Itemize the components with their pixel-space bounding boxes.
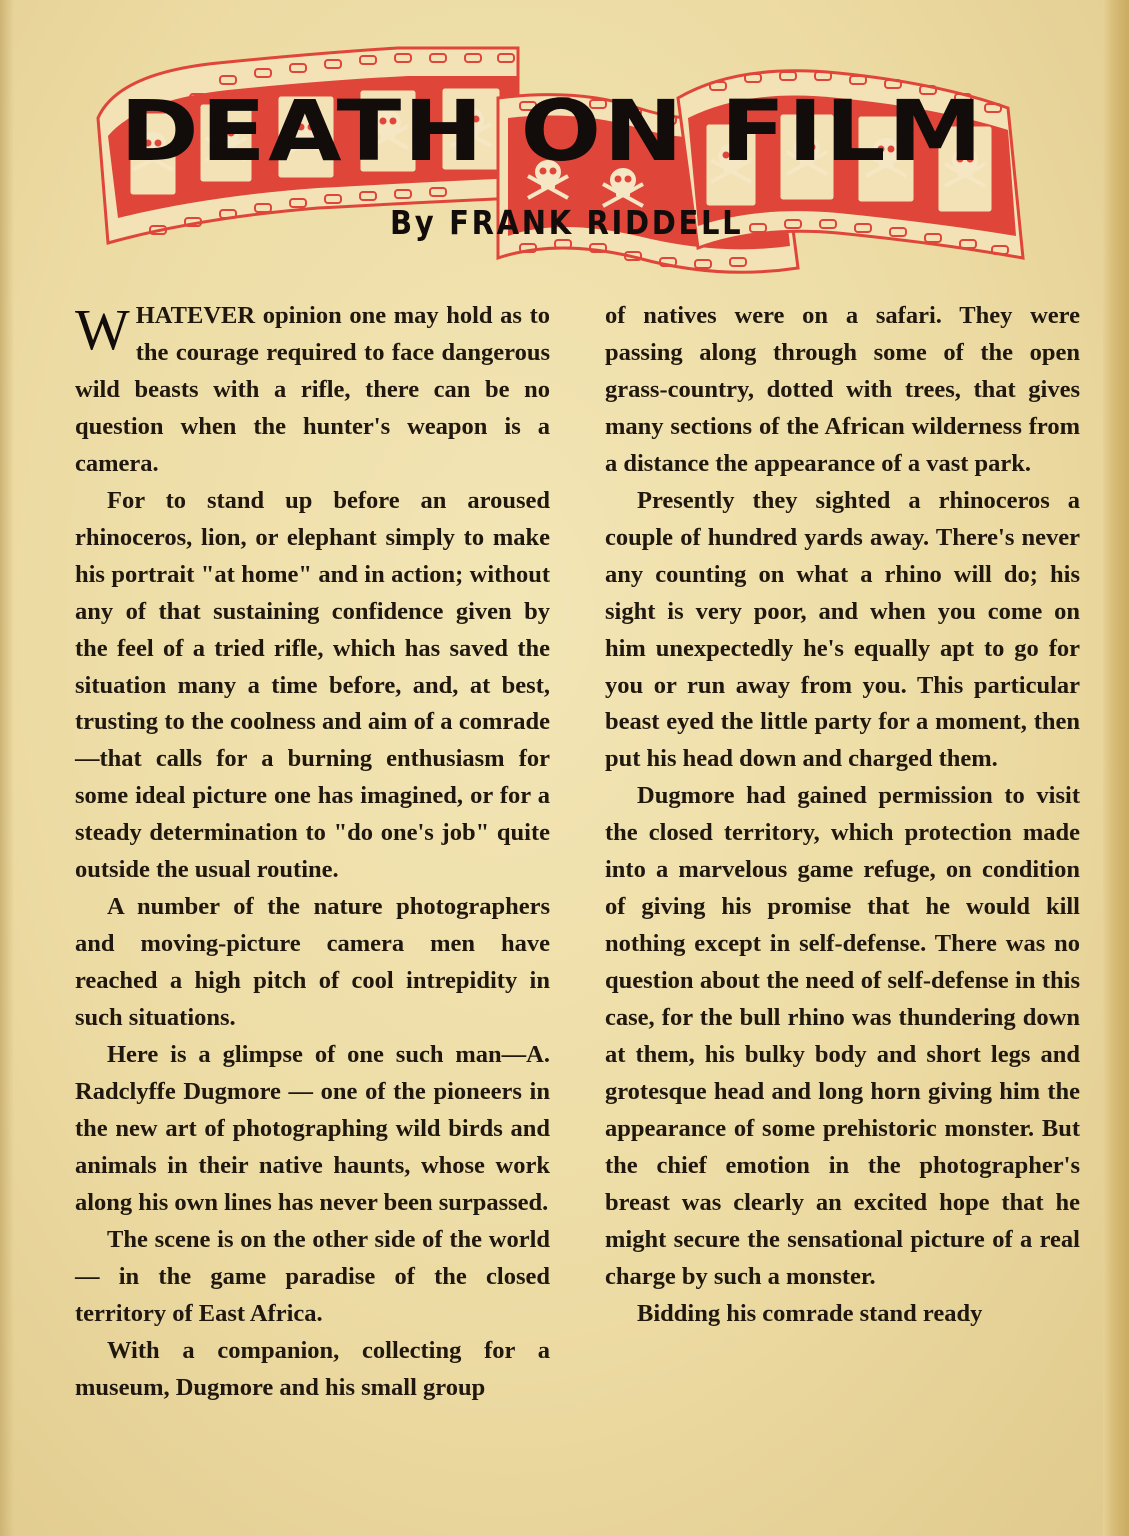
page-left-edge (0, 0, 14, 1536)
page-gutter (1103, 0, 1129, 1536)
body-paragraph: With a companion, collecting for a museum, Dugmore and his small group (75, 1336, 550, 1401)
text-column-right (605, 298, 1080, 1333)
article-byline: By FRANK RIDDELL (390, 203, 744, 242)
body-paragraph: For to stand up before an aroused rhinoceros, lion, or elephant simply to make his portrait "at home" and in action; without any of that sustaining confidence given by the feel of a tried rifle, which has saved the situation many a time before, and, at best, trusting to the coolness and aim of a comrade—that calls for a burning enthusiasm for some ideal picture one has imagined, or for a steady determination to "do one's job" quite outside the usual routine. (75, 486, 550, 884)
body-paragraph: The scene is on the other side of the world — in the game paradise of the closed territory of East Africa. (75, 1225, 550, 1327)
body-paragraph: Presently they sighted a rhinoceros a couple of hundred yards away. There's never any counting on what a rhino will do; his sight is very poor, and when you come on him unexpectedly he's equally apt to go for you or run away from you. This particular beast eyed the little party for a moment, then put his head down and charged them. (605, 486, 1080, 773)
body-paragraph: A number of the nature photographers and moving-picture camera men have reached a high pitch of cool intrepidity in such situations. (75, 893, 550, 1032)
text-column-left (75, 298, 550, 1407)
body-paragraph: Bidding his comrade stand ready (637, 1299, 983, 1327)
body-paragraph: Here is a glimpse of one such man—A. Radclyffe Dugmore — one of the pioneers in the new art of photographing wild birds and animals in their native haunts, whose work along his own lines has never been surpassed. (75, 1041, 550, 1216)
article-title: DEATH ON FILM (120, 82, 985, 180)
drop-cap: W (75, 297, 130, 362)
body-paragraph-continued: of natives were on a safari. They were passing along through some of the open grass-country, dotted with trees, that gives many sections of the African wilderness from a distance the appearance of a vast park. (605, 302, 1080, 477)
body-paragraph: Dugmore had gained permission to visit the closed territory, which protection made into a marvelous game refuge, on condition of giving his promise that he would kill nothing except in self-defense. There was no question about the need of self-defense in this case, for the bull rhino was thundering down at them, his bulky body and short legs and grotesque head and long horn giving him the appearance of some prehistoric monster. But the chief emotion in the photographer's breast was clearly an excited hope that he might secure the sensational picture of a real charge by such a monster. (605, 782, 1080, 1290)
body-paragraph: WHATEVER opinion one may hold as to the courage required to face dangerous wild beasts with a rifle, there can be no question when the hunter's weapon is a camera. (75, 297, 550, 477)
